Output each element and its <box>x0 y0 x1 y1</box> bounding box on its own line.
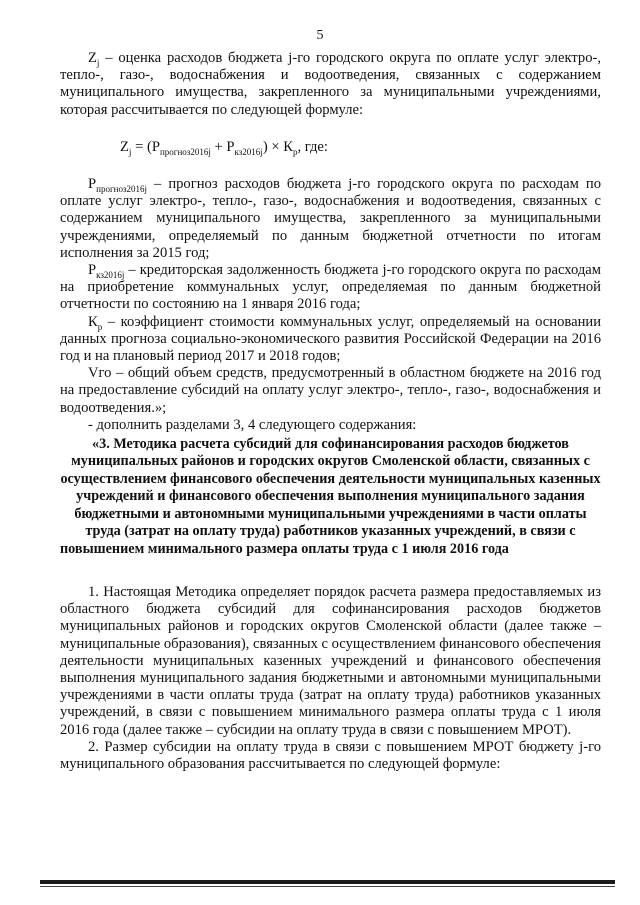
definition-coefficient-text: – коэффициент стоимости коммунальных услуг, определяемый на основании данных прогноза социально-экономического развития Российской Федерации на 2016 год и на плановый период 2017 и 2018 годов; <box>60 313 601 365</box>
definition-forecast-sub: прогноз2016j <box>96 183 148 194</box>
definition-coefficient-symbol: К <box>88 313 98 330</box>
symbol-z-subscript: j <box>96 57 100 68</box>
formula-sub-forecast: прогноз2016j <box>159 146 211 157</box>
formula-times: ) × К <box>262 138 293 155</box>
formula-tail: , где: <box>297 138 328 155</box>
formula-plus: + Р <box>210 138 235 155</box>
formula-zj <box>60 139 601 156</box>
definition-vgo: Vго – общий объем средств, предусмотренный в областном бюджете на 2016 год на предоставление субсидий на оплату услуг электро-, тепло-, газо-, водоснабжения и водоотведения.»; <box>60 365 601 416</box>
item-1-paragraph: 1. Настоящая Методика определяет порядок расчета размера предоставляемых из областного бюджета субсидий для софинансирования расходов бюджетов муниципальных районов и городских округов Смоленской области (далее также – муниципальные образования), связанных с осуществлением финансового обеспечения деятельности муниципальных казенных учреждений и финансового обеспечения выполнения муниципального задания бюджетными и автономными муниципальными учреждениями в части оплаты труда (затрат на оплату труда) работников указанных учреждений, в связи с повышением минимального размера оплаты труда с 1 июля 2016 года (далее также – субсидии на оплату труда в связи с повышением МРОТ). <box>60 583 601 738</box>
definition-debt-sub: кз2016j <box>96 269 125 280</box>
item-2-paragraph: 2. Размер субсидии на оплату труда в связи с повышением МРОТ бюджету j-го муниципального образования рассчитывается по следующей формуле: <box>60 738 601 772</box>
symbol-z: Z <box>88 50 97 66</box>
definition-debt-text: – кредиторская задолженность бюджета j-го городского округа по расходам на приобретение коммунальных услуг, определяемая по данным бюджетной отчетности по состоянию на 1 января 2016 года; <box>60 262 601 313</box>
formula-equals: = (Р <box>131 138 160 155</box>
definition-debt-symbol: Р <box>88 262 97 279</box>
page-number: 5 <box>316 28 324 43</box>
section-3-heading: «3. Методика расчета субсидий для софинансирования расходов бюджетов муниципальных районов и городских округов Смоленской области, связанных с осуществлением финансового обеспечения деятельности муниципальных казенных учреждений и финансового обеспечения выполнения муниципального задания бюджетными и автономными муниципальными учреждениями в части оплаты труда (затрат на оплату труда) работников указанных учреждений, в связи с повышением минимального размера оплаты труда с 1 июля 2016 года <box>60 436 601 557</box>
document-body <box>60 50 601 773</box>
formula-sub-debt: кз2016j <box>234 146 263 157</box>
definition-forecast-symbol: Р <box>88 176 97 193</box>
paragraph-zj-text: – оценка расходов бюджета j-го городского округа по оплате услуг электро-, тепло-, газо-, водоснабжения и водоотведения, связанных с содержанием муниципального имущества, закрепленного за муниципальными учреждениями, которая рассчитывается по следующей формуле: <box>60 50 601 118</box>
definition-forecast <box>60 176 601 262</box>
formula-lhs: Z <box>120 138 129 155</box>
definition-coefficient-sub: р <box>97 321 103 332</box>
paragraph-zj-definition <box>60 50 601 119</box>
definition-coefficient <box>60 314 601 366</box>
definition-forecast-text: – прогноз расходов бюджета j-го городского округа по расходам по оплате услуг электро-, тепло-, газо-, водоснабжения и водоотведения, связанных с содержанием муниципального имущества, закрепленного за муниципальными учреждениями, определяемый по данным бюджетной отчетности по итогам исполнения за 2015 год; <box>60 176 601 261</box>
formula-sub-coef: р <box>292 146 298 157</box>
bottom-border-thick <box>40 880 615 884</box>
amendment-line: - дополнить разделами 3, 4 следующего содержания: <box>88 416 417 433</box>
definition-debt <box>60 262 601 314</box>
formula-lhs-sub: j <box>128 146 132 157</box>
bottom-border-thin <box>40 886 615 887</box>
